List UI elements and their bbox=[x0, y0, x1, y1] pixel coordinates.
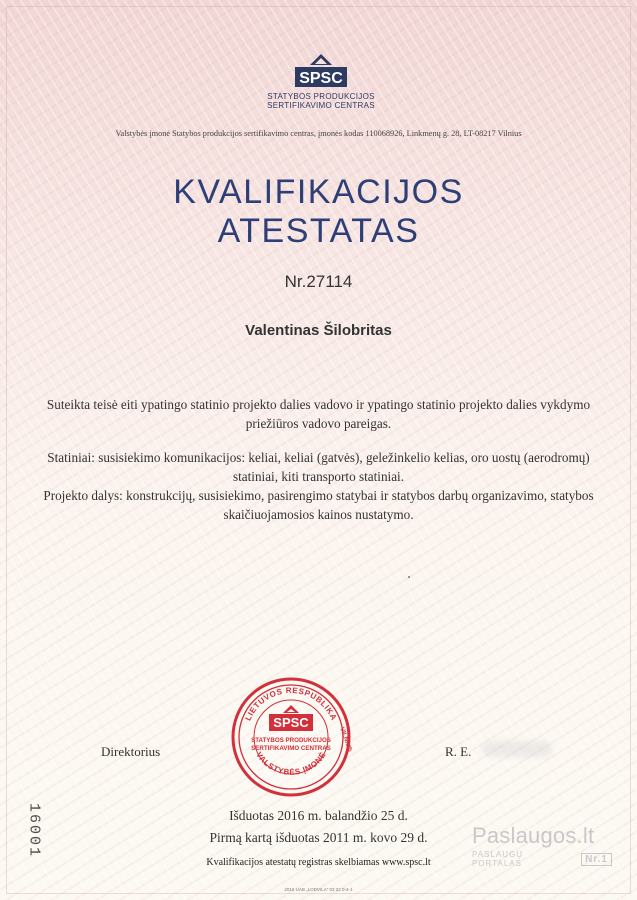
logo-acronym: SPSC bbox=[299, 70, 343, 87]
watermark-tagline bbox=[472, 850, 612, 868]
certificate-number: Nr.27114 bbox=[284, 272, 353, 291]
director-initials: R. E. bbox=[445, 744, 472, 759]
spsc-logo bbox=[266, 52, 376, 110]
scope-paragraph bbox=[40, 448, 597, 524]
project-parts-text: Projekto dalys: konstrukcijų, susisiekimo, pasirengimo statybai ir statybos darbų organizavimo, statybos skaičiuojamosios kainos nustatymo. bbox=[43, 488, 594, 522]
paslaugos-watermark bbox=[472, 824, 612, 868]
watermark-portal-text: PASLAUGŲ PORTALAS bbox=[472, 850, 523, 868]
issue-date: Išduotas 2016 m. balandžio 25 d. bbox=[229, 808, 408, 823]
certificate-holder-name: Valentinas Šilobritas bbox=[245, 322, 392, 339]
director-label: Direktorius bbox=[101, 744, 161, 759]
signature-mark bbox=[482, 741, 552, 757]
watermark-badge: Nr.1 bbox=[581, 853, 612, 866]
stamp-outer-bottom-text: VALSTYBĖS ĮMONĖ bbox=[254, 750, 328, 777]
watermark-brand: Paslaugos.lt bbox=[472, 823, 595, 848]
first-issue-date: Pirmą kartą išduotas 2011 m. kovo 29 d. bbox=[209, 830, 428, 845]
certificate-title-line-1: KVALIFIKACIJOS bbox=[173, 173, 464, 211]
stamp-inner-line-2: SERTIFIKAVIMO CENTRAS bbox=[251, 745, 331, 752]
stamp-outer-right-text: VILNIUS bbox=[338, 726, 352, 753]
registry-note: Kvalifikacijos atestatų registras skelbiamas www.spsc.lt bbox=[206, 857, 431, 868]
stamp-outer-top-text: LIETUVOS RESPUBLIKA bbox=[243, 685, 339, 723]
structures-text: Statiniai: susisiekimo komunikacijos: keliai, keliai (gatvės), geležinkelio kelias, oro uostų (aerodromų) statiniai, kiti transporto statiniai. bbox=[47, 450, 590, 484]
official-seal-stamp bbox=[230, 676, 352, 798]
speck bbox=[408, 576, 410, 578]
logo-line-2: SERTIFIKAVIMO CENTRAS bbox=[267, 101, 375, 110]
granted-rights-text: Suteikta teisė eiti ypatingo statinio projekto dalies vadovo ir ypatingo statinio projekto dalies vykdymo priežiūros vadovo pareigas. bbox=[46, 397, 591, 431]
spsc-logo-mark bbox=[291, 52, 351, 92]
logo-line-1: STATYBOS PRODUKCIJOS bbox=[267, 92, 375, 101]
issuer-details: Valstybės įmonė Statybos produkcijos sertifikavimo centras, įmonės kodas 110068926, Linkmenų g. 28, LT-08217 Vilnius bbox=[115, 129, 522, 138]
stamp-inner-line-1: STATYBOS PRODUKCIJOS bbox=[251, 737, 331, 744]
serial-number: 16001 bbox=[25, 802, 43, 858]
certificate-title-line-2: ATESTATAS bbox=[217, 212, 420, 250]
stamp-acronym: SPSC bbox=[273, 715, 309, 730]
printer-imprint: 2016 UAB „LODVILA" 03 22 0-4-1 bbox=[284, 887, 353, 892]
